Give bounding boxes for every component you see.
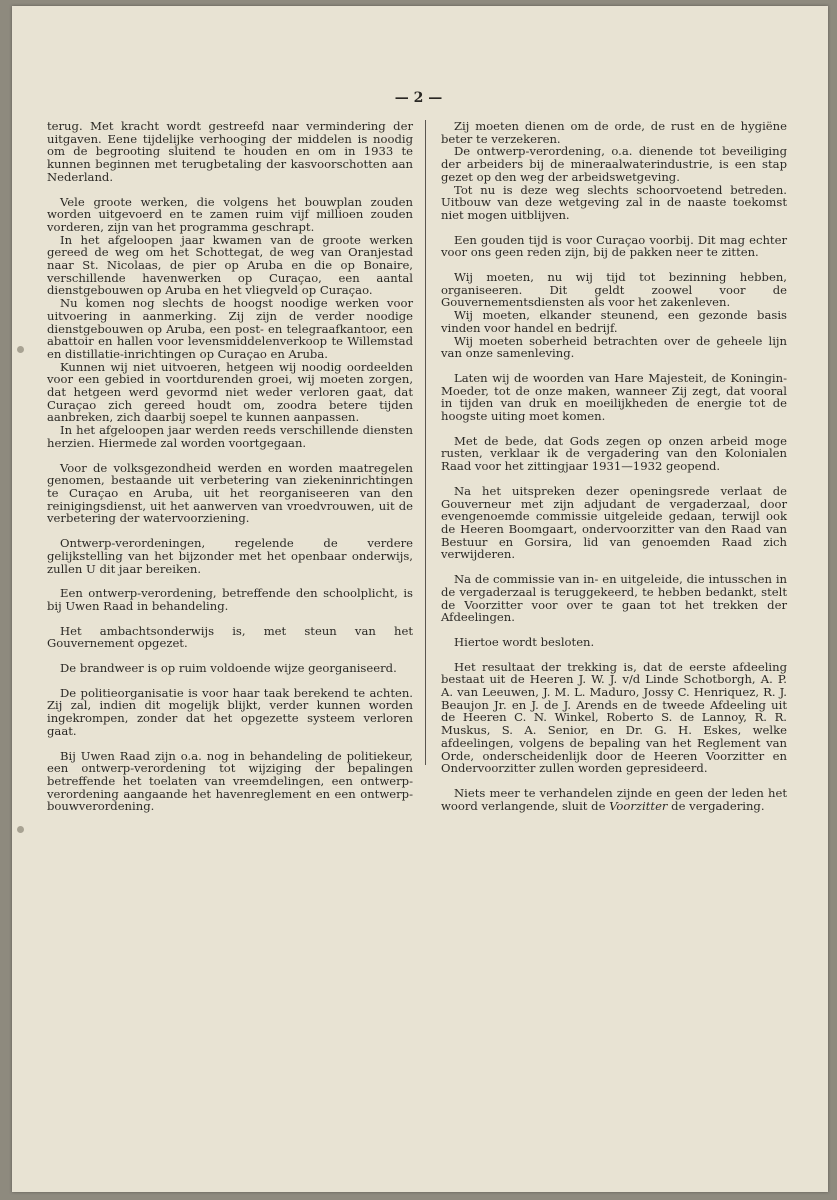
paragraph: Hiertoe wordt besloten. xyxy=(454,634,595,649)
paragraph: De brandweer is op ruim voldoende wijze georganiseerd. xyxy=(60,661,397,676)
paragraph: In het afgeloopen jaar werden reeds verschillende diensten herzien. Hiermede zal worden voortgegaan. xyxy=(47,423,413,450)
paragraph: Laten wij de woorden van Hare Majesteit, de Koningin-Moeder, tot de onze maken, wanneer Zij zegt, dat vooral in tijden van druk en moeilijkheden de energie tot de hoogste uiting moet komen. xyxy=(441,370,787,424)
paragraph: Na de commissie van in- en uitgeleide, die intusschen in de vergaderzaal is teruggekeerd, te hebben bedankt, stelt de Voorzitter voor over te gaan tot het trekken der Afdeelingen. xyxy=(441,572,787,625)
page-number: — 2 — xyxy=(394,90,443,106)
closing-paragraph xyxy=(441,787,787,812)
paragraph: De politieorganisatie is voor haar taak berekend te achten. Zij zal, indien dit mogelijk blijkt, verder kunnen worden ingekrompen, zonder dat het opgezette systeem verloren gaat. xyxy=(47,685,413,738)
paragraph: Een gouden tijd is voor Curaçao voorbij. Dit mag echter voor ons geen reden zijn, bij de pakken neer te zitten. xyxy=(441,232,787,260)
closing-text: Niets meer te verhandelen zijnde en geen der leden het woord verlangende, sluit de xyxy=(441,785,787,813)
paragraph: Het resultaat der trekking is, dat de eerste afdeeling bestaat uit de Heeren J. W. J. v/d Linde Schotborgh, A. P. A. van Leeuwen, J. M. L. Maduro, Jossy C. Henriquez, R. J. Beaujon Jr. en J. de J. Arends en de tweede Afdeeling uit de Heeren C. N. Winkel, Roberto S. de Lannoy, R. R. Muskus, S. A. Senior, en Dr. G. H. Eskes, welke afdeelingen, volgens de bepaling van het Reglement van Orde, onderscheidenlijk door de Heeren Voorzitter en Ondervoorzitter zullen worden gepresideerd. xyxy=(441,659,787,776)
paragraph: Wij moeten soberheid betrachten over de geheele lijn van onze samenleving. xyxy=(441,333,787,361)
right-column xyxy=(441,120,787,824)
paragraph: Bij Uwen Raad zijn o.a. nog in behandeling de politiekeur, een ontwerp-verordening tot wijziging der bepalingen betreffende het toelaten van vreemdelingen, een ontwerp-verordening aangaande het havenreglement en een ontwerp-bouwverordening. xyxy=(47,748,413,814)
paragraph: Vele groote werken, die volgens het bouwplan zouden worden uitgevoerd en te zamen ruim vijf millioen zouden vorderen, zijn van het programma geschrapt. xyxy=(47,194,413,234)
left-column xyxy=(47,120,413,825)
paragraph: Ontwerp-verordeningen, regelende de verdere gelijkstelling van het bijzonder met het openbaar onderwijs, zullen U dit jaar bereiken. xyxy=(47,536,413,576)
paragraph: Nu komen nog slechts de hoogst noodige werken voor uitvoering in aanmerking. Zij zijn de verder noodige dienstgebouwen op Aruba, een post- en telegraafkantoor, een abattoir en hallen voor levensmiddelenverkoop te Willemstad en distillatie-inrichtingen op Curaçao en Aruba. xyxy=(47,296,413,361)
column-divider xyxy=(425,120,426,765)
binding-hole xyxy=(17,826,24,833)
closing-text-end: de vergadering. xyxy=(667,798,765,813)
paragraph: Een ontwerp-verordening, betreffende den schoolplicht, is bij Uwen Raad in behandeling. xyxy=(47,586,413,613)
paragraph: Voor de volksgezondheid werden en worden maatregelen genomen, bestaande uit verbetering van ziekeninrichtingen te Curaçao en Aruba, uit het reorganiseeren van den reinigingsdienst, uit het aanwerven van vroedvrouwen, uit de verbetering der watervoorziening. xyxy=(47,460,413,526)
paragraph: In het afgeloopen jaar kwamen van de groote werken gereed de weg om het Schottegat, de weg van Oranjestad naar St. Nicolaas, de pier op Aruba en die op Bonaire, verschillende havenwerken op Curaçao, een aantal dienstgebouwen op Aruba en het vliegveld op Curaçao. xyxy=(47,232,413,298)
paragraph: Wij moeten, nu wij tijd tot bezinning hebben, organiseeren. Dit geldt zoowel voor de Gouvernementsdiensten als voor het zakenleven. xyxy=(441,270,787,310)
paragraph: De ontwerp-verordening, o.a. dienende tot beveiliging der arbeiders bij de mineraalwaterindustrie, is een stap gezet op den weg der arbeidswetgeving. xyxy=(441,144,787,184)
paragraph: Zij moeten dienen om de orde, de rust en de hygiëne beter te verzekeren. xyxy=(441,119,787,146)
paragraph: Na het uitspreken dezer openingsrede verlaat de Gouverneur met zijn adjudant de vergaderzaal, door evengenoemde commissie uitgeleide gedaan, terwijl ook de Heeren Boomgaart, ondervoorzitter van den Raad van Bestuur en Gorsira, lid van genoemden Raad zich verwijderen. xyxy=(441,483,787,562)
binding-hole xyxy=(17,346,24,353)
paragraph: Tot nu is deze weg slechts schoorvoetend betreden. Uitbouw van deze wetgeving zal in de naaste toekomst niet mogen uitblijven. xyxy=(441,182,787,222)
paragraph: Kunnen wij niet uitvoeren, hetgeen wij noodig oordeelden voor een gebied in voortdurenden groei, wij moeten zorgen, dat hetgeen werd gevormd niet weder verloren gaat, dat Curaçao zich gereed houdt om, zoodra betere tijden aanbreken, zich daarbij soepel te kunnen aanpassen. xyxy=(47,359,413,425)
paragraph: terug. Met kracht wordt gestreefd naar vermindering der uitgaven. Eene tijdelijke verhooging der middelen is noodig om de begrooting sluitend te houden en om in 1933 te kunnen beginnen met terugbetaling der kasvoorschotten aan Nederland. xyxy=(47,119,413,184)
paragraph: Met de bede, dat Gods zegen op onzen arbeid moge rusten, verklaar ik de vergadering van den Kolonialen Raad voor het zittingjaar 1931—1932 geopend. xyxy=(441,433,787,474)
paragraph: Het ambachtsonderwijs is, met steun van het Gouvernement opgezet. xyxy=(47,623,413,651)
paragraph: Wij moeten, elkander steunend, een gezonde basis vinden voor handel en bedrijf. xyxy=(441,308,787,335)
closing-emphasis: Voorzitter xyxy=(609,798,668,813)
